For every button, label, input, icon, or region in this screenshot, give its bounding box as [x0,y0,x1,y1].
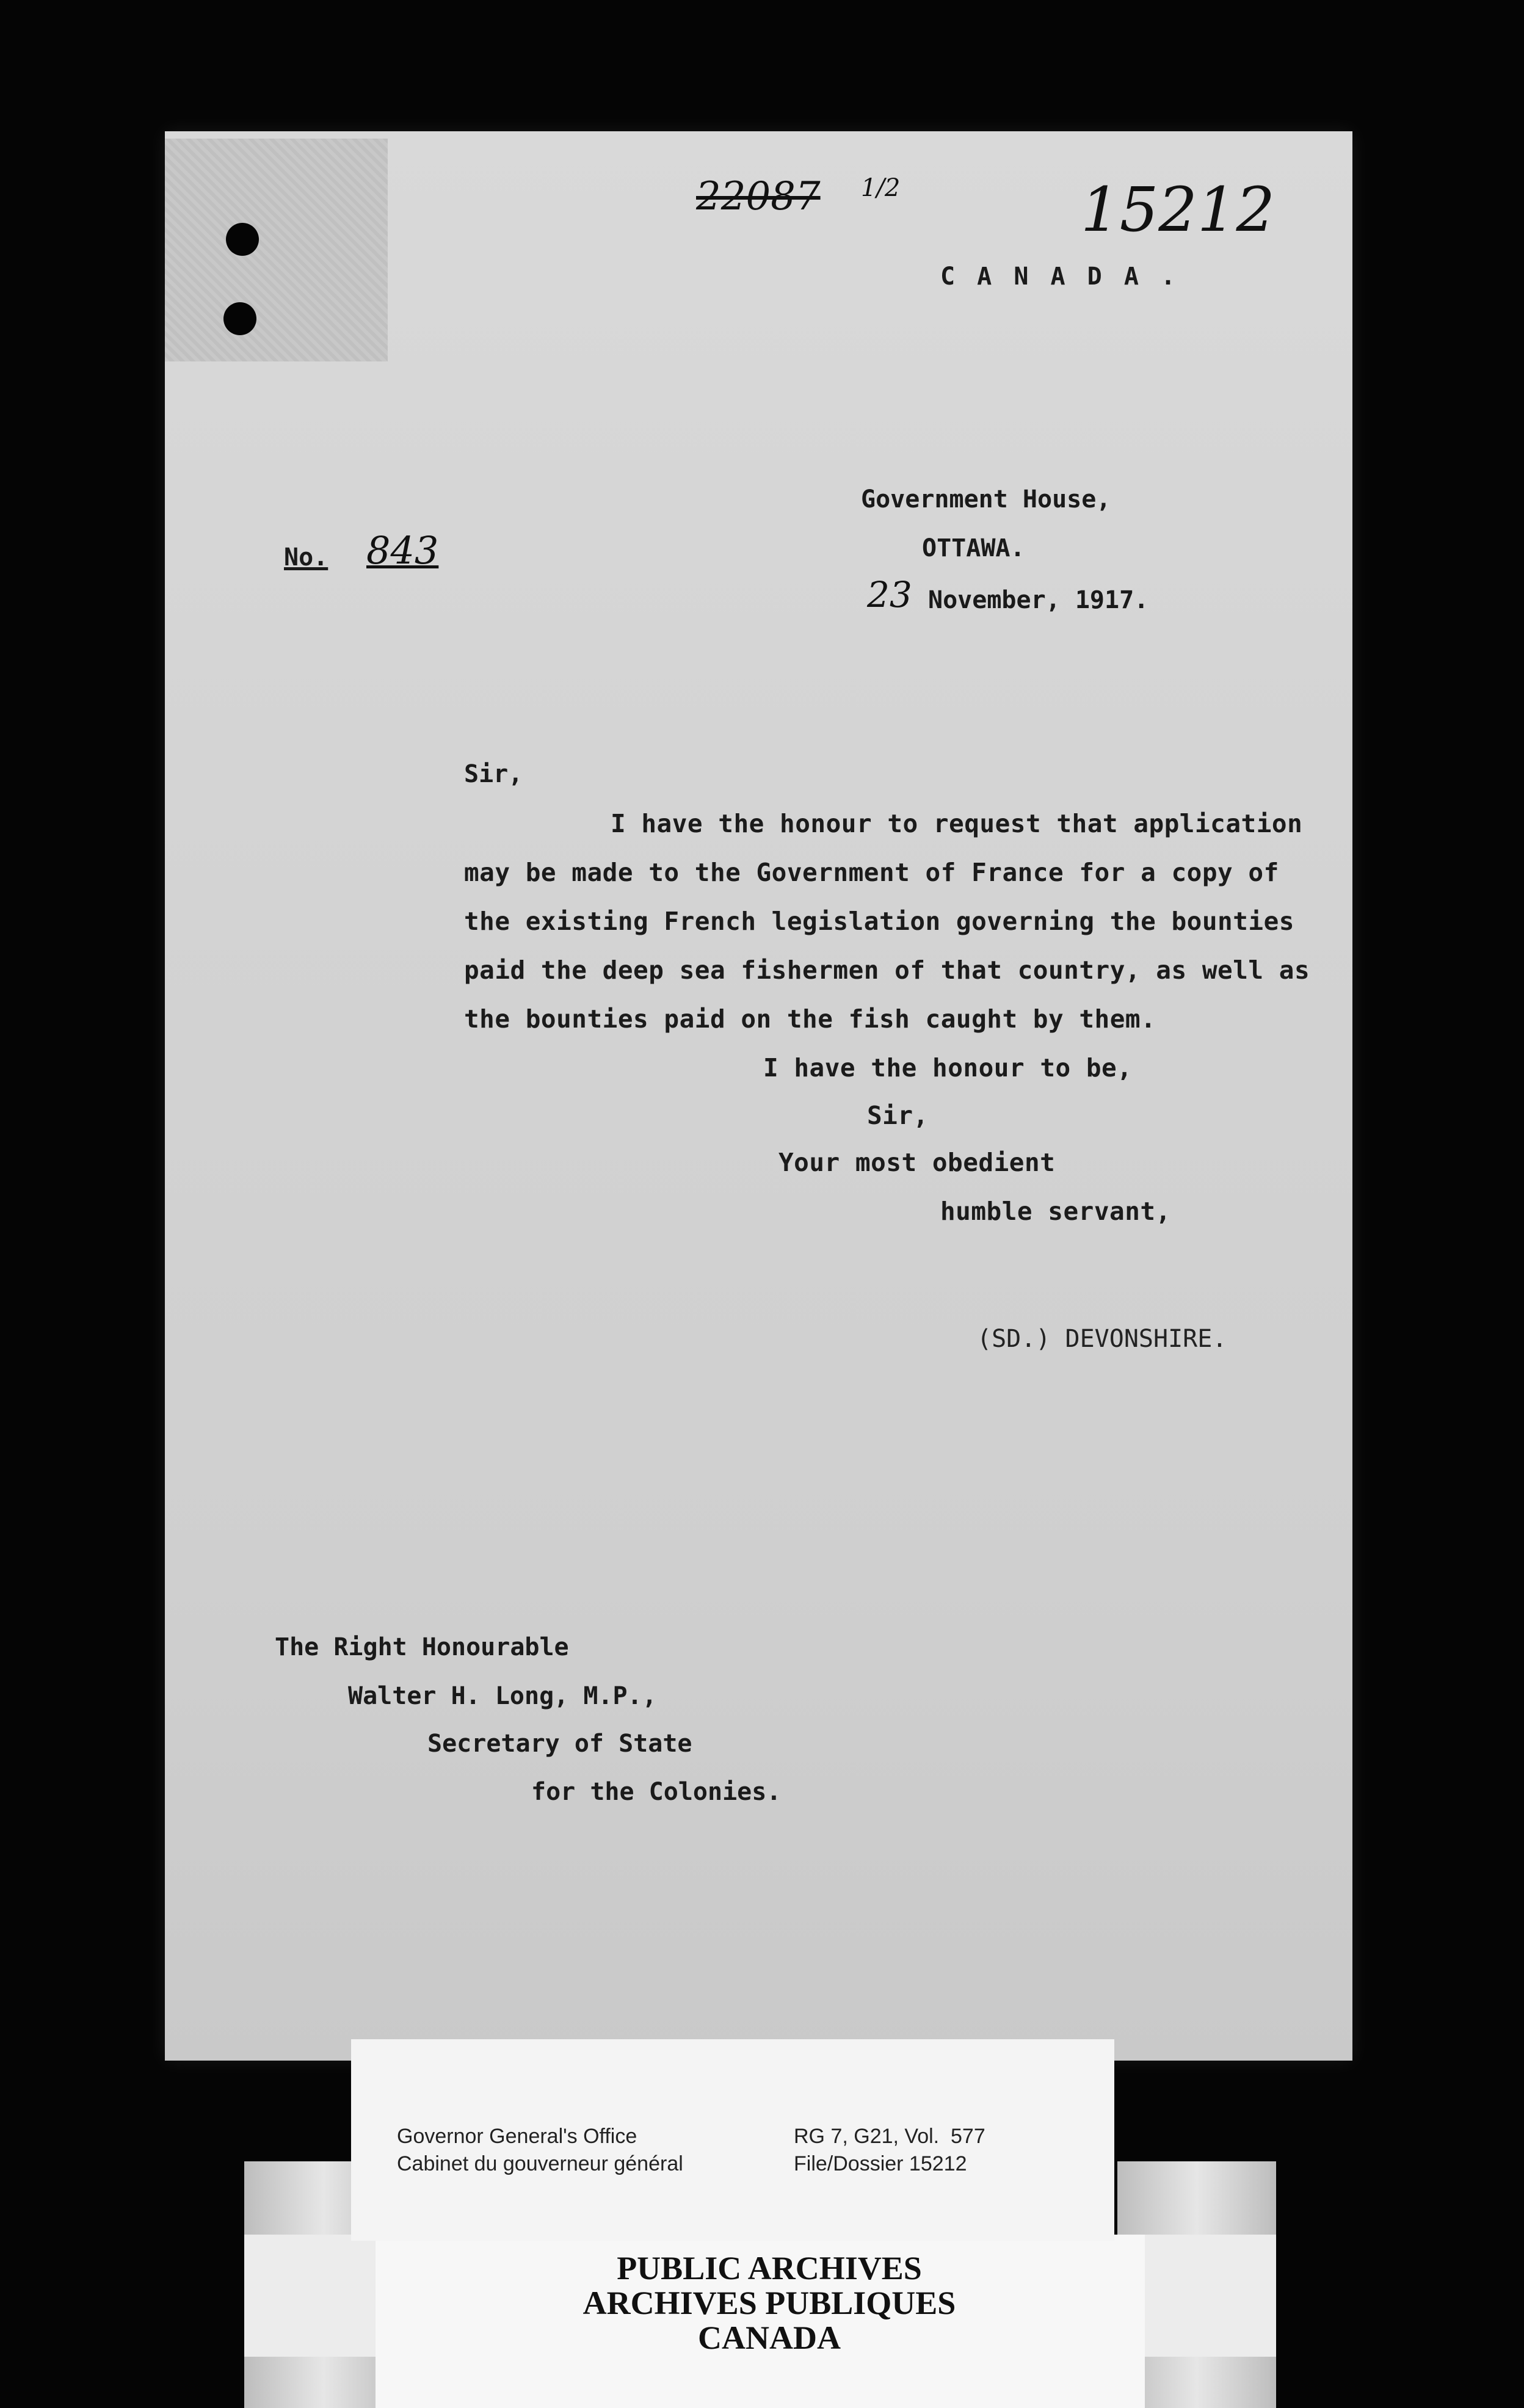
archive-reference: RG 7, G21, Vol. 577 [794,2125,985,2148]
archive-label-card [351,2039,1114,2241]
file-number-fraction: 1/2 [861,174,901,202]
punch-hole-top [226,223,259,256]
recipient-line-4: for the Colonies. [531,1778,782,1806]
closing-line-3: Your most obedient [778,1148,1056,1177]
closing-line-4: humble servant, [940,1197,1171,1226]
archives-stamp-line-3: CANADA [698,2319,841,2356]
signature: (SD.) DEVONSHIRE. [977,1325,1227,1353]
address-line-1: Government House, [861,485,1111,513]
handwritten-file-number: 15212 [1081,174,1275,245]
recipient-line-3: Secretary of State [427,1730,692,1758]
archives-stamp-line-1: PUBLIC ARCHIVES [617,2250,922,2287]
closing-line-2: Sir, [867,1101,929,1130]
date-day-handwritten: 23 [867,574,912,615]
office-name-fr: Cabinet du gouverneur général [397,2152,683,2175]
country-heading: C A N A D A . [940,263,1180,291]
letter-line-4: paid the deep sea fishermen of that country, as well as [464,956,1310,985]
address-line-2: OTTAWA. [922,534,1025,562]
letter-line-5: the bounties paid on the fish caught by them. [464,1004,1156,1034]
letter-line-1: I have the honour to request that application [611,809,1303,838]
recipient-line-1: The Right Honourable [275,1633,569,1661]
letter-line-3: the existing French legislation governing the bounties [464,907,1294,936]
corner-tab-patch [165,139,388,361]
punch-hole-bottom [223,302,256,335]
reference-prefix: No. [284,543,328,571]
salutation: Sir, [464,760,523,788]
archive-file-number: File/Dossier 15212 [794,2152,967,2175]
date-text: November, 1917. [928,586,1149,614]
reference-number: 843 [366,528,439,573]
closing-line-1: I have the honour to be, [763,1053,1133,1083]
document-sheet [165,131,1352,2061]
letter-line-2: may be made to the Government of France for a copy of [464,858,1279,887]
recipient-line-2: Walter H. Long, M.P., [348,1682,657,1710]
office-name-en: Governor General's Office [397,2125,637,2148]
struck-file-number: 22087 [696,174,821,219]
archives-stamp-line-2: ARCHIVES PUBLIQUES [582,2285,956,2321]
